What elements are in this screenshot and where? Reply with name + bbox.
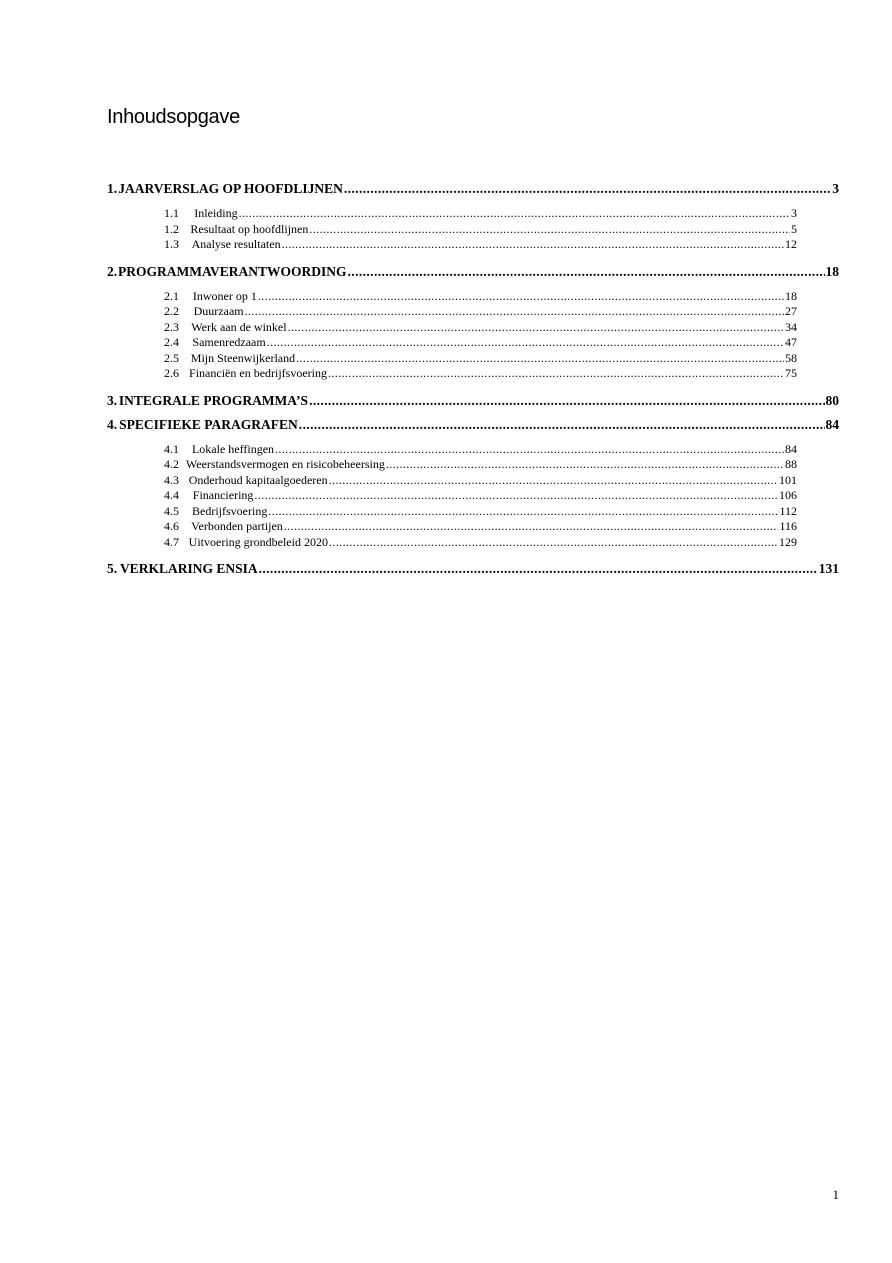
- toc-section-label: Uitvoering grondbeleid 2020: [188, 534, 328, 549]
- page-title: Inhoudsopgave: [107, 106, 240, 128]
- toc-section-number: 2.5: [164, 350, 179, 365]
- toc-leader-dots: [254, 488, 778, 503]
- toc-section-number: 2.2: [164, 304, 179, 318]
- toc-section[interactable]: [164, 457, 797, 472]
- toc-chapter-number: 3.: [107, 392, 118, 408]
- toc-section-number: 2.3: [164, 319, 179, 334]
- toc-chapter-number: 5.: [107, 561, 118, 576]
- toc-section-label: Samenredzaam: [192, 335, 266, 349]
- toc-section-page: 27: [785, 304, 797, 318]
- toc-leader-dots: [328, 366, 784, 381]
- toc-section-page: 116: [779, 519, 797, 533]
- toc-section[interactable]: [164, 351, 797, 366]
- toc-leader-dots: [288, 320, 784, 335]
- toc-section-number: 4.7: [164, 534, 179, 549]
- toc-leader-dots: [329, 473, 778, 488]
- toc-leader-dots: [245, 304, 784, 319]
- toc-chapter[interactable]: [107, 561, 839, 577]
- toc-leader-dots: [239, 206, 790, 221]
- toc-section[interactable]: [164, 442, 797, 457]
- toc-chapter[interactable]: [107, 264, 839, 280]
- toc-leader-dots: [329, 535, 778, 550]
- toc-section-label: Lokale heffingen: [191, 441, 275, 456]
- toc-section[interactable]: [164, 335, 797, 350]
- toc-section[interactable]: [164, 519, 797, 534]
- toc-chapter-page: 131: [818, 561, 839, 576]
- toc-section[interactable]: [164, 320, 797, 335]
- toc-leader-dots: [344, 181, 831, 197]
- toc-chapter[interactable]: [107, 181, 839, 197]
- toc-section-page: 101: [779, 472, 797, 487]
- toc-section-label: Onderhoud kapitaalgoederen: [188, 472, 328, 487]
- toc-leader-dots: [348, 264, 825, 280]
- toc-chapter-number: 2.: [107, 263, 118, 279]
- toc-section-page: 129: [779, 534, 797, 549]
- toc-chapter-label: PROGRAMMAVERANTWOORDING: [118, 263, 347, 279]
- toc-leader-dots: [309, 393, 824, 409]
- toc-section[interactable]: [164, 504, 797, 519]
- toc-leader-dots: [275, 442, 784, 457]
- toc-leader-dots: [299, 417, 825, 433]
- toc-leader-dots: [284, 519, 779, 534]
- toc-section-number: 1.2: [164, 221, 179, 236]
- toc-section-number: 4.4: [164, 488, 179, 502]
- toc-leader-dots: [268, 504, 778, 519]
- toc-section-number: 2.1: [164, 288, 179, 303]
- toc-section-label: Duurzaam: [193, 304, 244, 318]
- toc-section-page: 112: [779, 503, 797, 518]
- toc-section-label: Resultaat op hoofdlijnen: [190, 221, 309, 236]
- page-number: 1: [832, 1187, 839, 1202]
- toc-section-number: 2.4: [164, 335, 179, 349]
- toc-leader-dots: [267, 335, 784, 350]
- toc-section-number: 4.5: [164, 503, 179, 518]
- toc-section-label: Bedrijfsvoering: [192, 503, 268, 518]
- toc-section-number: 4.3: [164, 472, 179, 487]
- toc-chapter-page: 18: [825, 263, 839, 279]
- toc-chapter[interactable]: [107, 393, 839, 409]
- toc-section-page: 88: [785, 457, 797, 471]
- toc-chapter-label: SPECIFIEKE PARAGRAFEN: [119, 416, 298, 432]
- toc-leader-dots: [386, 457, 784, 472]
- toc-chapter-page: 84: [825, 416, 839, 432]
- toc-section-page: 3: [791, 206, 797, 220]
- toc-chapter-page: 3: [832, 181, 839, 196]
- toc-section-page: 5: [791, 221, 797, 236]
- toc-section[interactable]: [164, 237, 797, 252]
- toc-section-page: 47: [785, 335, 797, 349]
- toc-section[interactable]: [164, 488, 797, 503]
- toc-section-label: Financiën en bedrijfsvoering: [189, 366, 328, 380]
- toc-leader-dots: [259, 561, 818, 577]
- toc-chapter-number: 4.: [107, 416, 118, 432]
- toc-chapter[interactable]: [107, 417, 839, 433]
- toc-section-label: Werk aan de winkel: [191, 319, 287, 334]
- toc-section[interactable]: [164, 473, 797, 488]
- toc-section[interactable]: [164, 366, 797, 381]
- toc-section-page: 34: [785, 319, 797, 334]
- toc-chapter-label: JAARVERSLAG OP HOOFDLIJNEN: [118, 181, 343, 196]
- toc-section-number: 1.1: [164, 206, 179, 220]
- toc-leader-dots: [309, 222, 790, 237]
- toc-section[interactable]: [164, 304, 797, 319]
- toc-section-number: 4.2: [164, 457, 179, 471]
- toc-section[interactable]: [164, 222, 797, 237]
- toc-section-page: 106: [779, 488, 797, 502]
- toc-chapter-page: 80: [825, 392, 839, 408]
- toc-section-label: Mijn Steenwijkerland: [190, 350, 296, 365]
- toc-section[interactable]: [164, 535, 797, 550]
- toc-section-label: Inleiding: [194, 206, 238, 220]
- toc-section-number: 2.6: [164, 366, 179, 380]
- toc-section-page: 12: [785, 237, 797, 251]
- toc-section-page: 58: [785, 350, 797, 365]
- toc-section[interactable]: [164, 289, 797, 304]
- toc-leader-dots: [296, 351, 784, 366]
- toc-leader-dots: [282, 237, 784, 252]
- toc-section-number: 4.6: [164, 519, 179, 533]
- toc-section-label: Inwoner op 1: [192, 288, 257, 303]
- toc-section-page: 84: [785, 441, 797, 456]
- toc-leader-dots: [258, 289, 784, 304]
- toc-section-page: 18: [785, 288, 797, 303]
- toc-section-label: Analyse resultaten: [191, 237, 281, 251]
- toc-chapter-label: VERKLARING ENSIA: [119, 561, 258, 576]
- toc-section-label: Weerstandsvermogen en risicobeheersing: [185, 457, 385, 471]
- toc-section-number: 1.3: [164, 237, 179, 251]
- toc-section-label: Financiering: [192, 488, 254, 502]
- toc-section-label: Verbonden partijen: [191, 519, 283, 533]
- toc-section-page: 75: [785, 366, 797, 380]
- toc-section[interactable]: [164, 206, 797, 221]
- toc-section-number: 4.1: [164, 441, 179, 456]
- toc-chapter-label: INTEGRALE PROGRAMMA’S: [118, 392, 309, 408]
- toc-chapter-number: 1.: [107, 181, 118, 196]
